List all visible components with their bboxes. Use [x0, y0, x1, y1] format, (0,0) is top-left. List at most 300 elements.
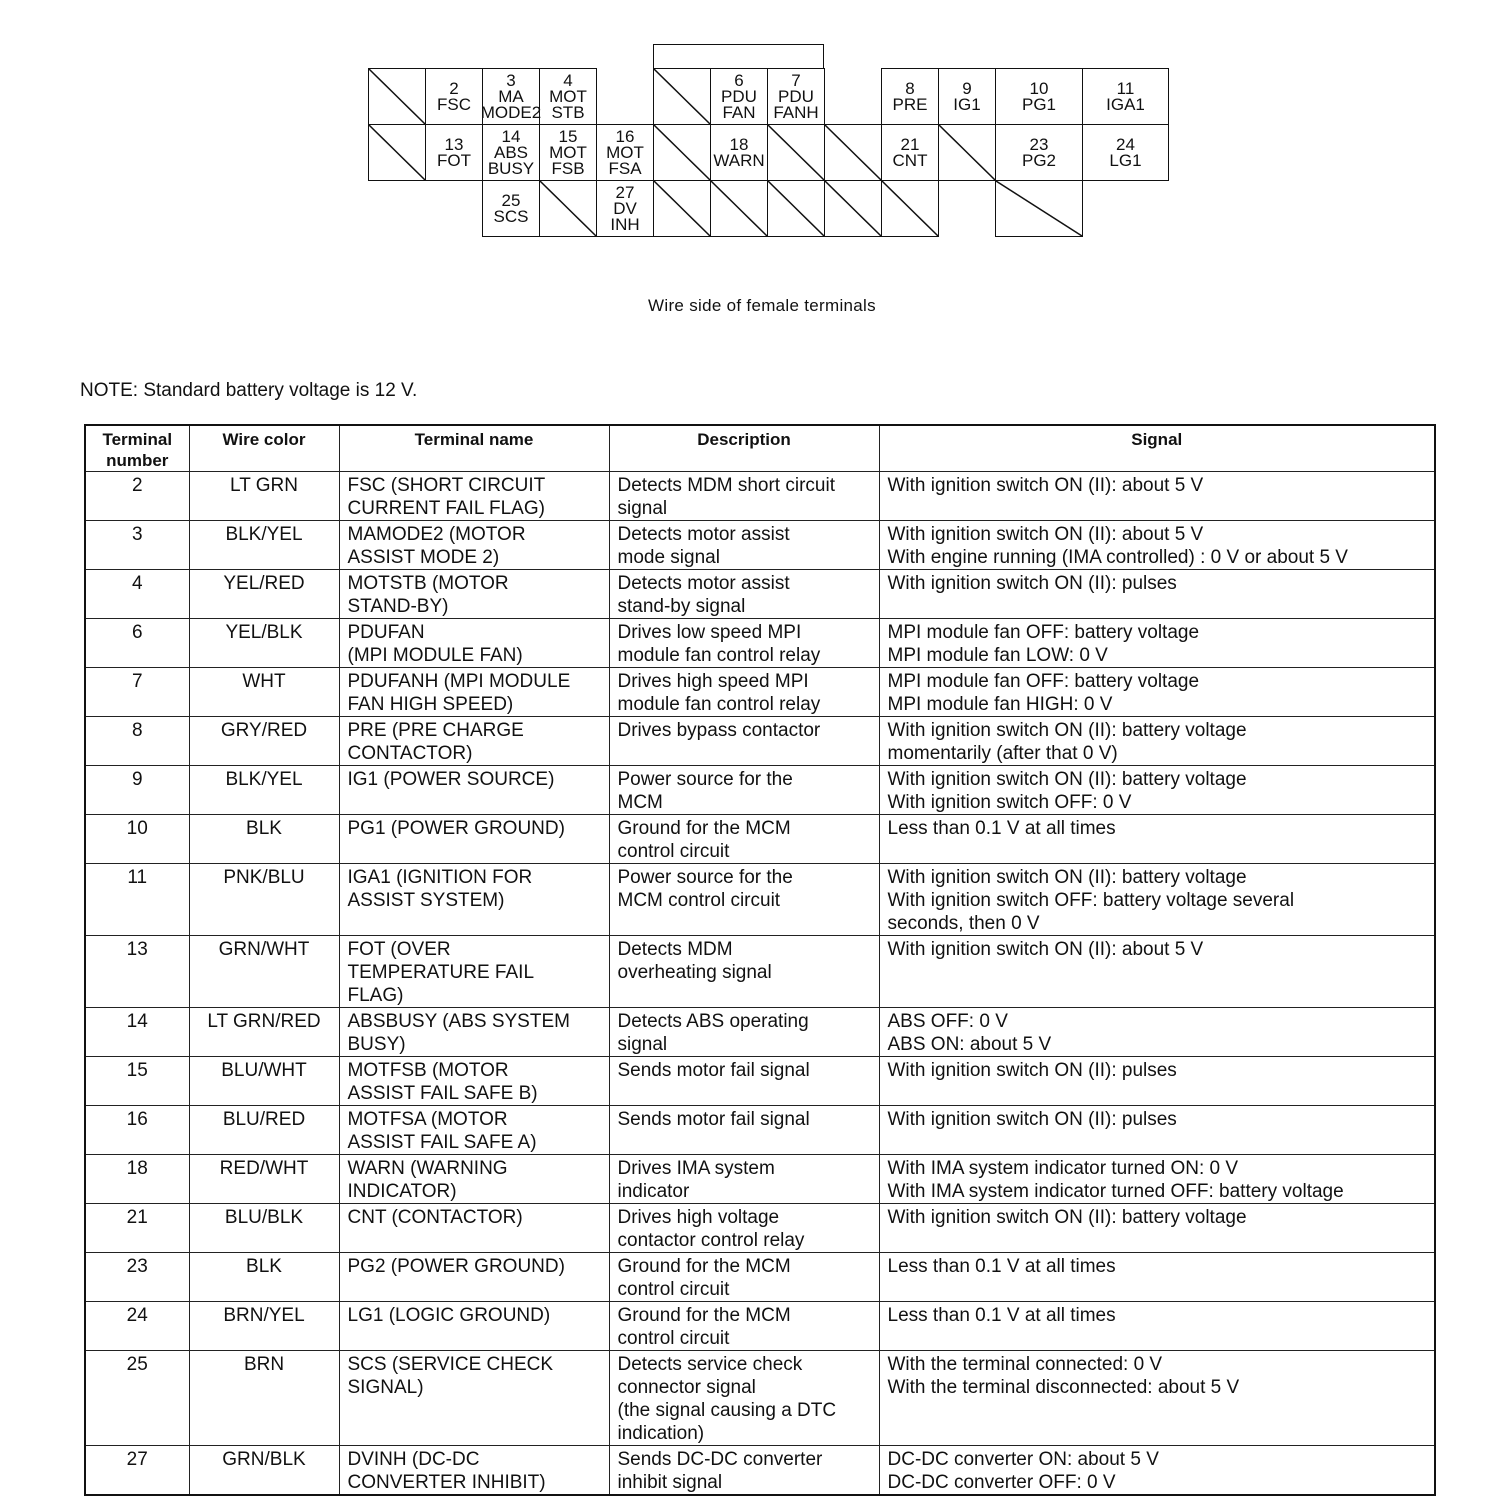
description-cell [609, 668, 879, 717]
terminal-cell-empty [368, 124, 426, 181]
signal-cell [879, 619, 1435, 668]
description-cell-line: Detects motor assist [617, 524, 790, 545]
terminal-name-cell-line: CNT (CONTACTOR) [347, 1207, 523, 1228]
terminal-cell-15 [539, 124, 597, 181]
terminal-label: PRE [892, 94, 928, 114]
signal-cell-line: MPI module fan OFF: battery voltage [887, 622, 1200, 643]
wire-color-cell: YEL/RED [189, 570, 339, 619]
wire-color-cell: BLK [189, 815, 339, 864]
terminal-name-cell-line: ABSBUSY (ABS SYSTEM [347, 1011, 570, 1032]
description-cell-line: Drives high speed MPI [617, 671, 809, 692]
terminal-cell-empty [539, 180, 597, 237]
wire-color-cell: WHT [189, 668, 339, 717]
terminal-label: WARN [713, 150, 765, 170]
terminal-cell-empty [767, 124, 825, 181]
signal-cell-line: With ignition switch ON (II): battery voltage [887, 769, 1247, 790]
terminal-name-cell-line: MOTSTB (MOTOR [347, 573, 509, 594]
terminal-number-cell: 4 [85, 570, 189, 619]
signal-cell [879, 521, 1435, 570]
description-cell [609, 1155, 879, 1204]
terminal-label: FSC [437, 94, 471, 114]
signal-cell-line: ABS ON: about 5 V [887, 1034, 1052, 1055]
terminal-cell-18 [710, 124, 768, 181]
signal-cell-line: DC-DC converter OFF: 0 V [887, 1472, 1116, 1493]
terminal-number: 16 [615, 126, 635, 146]
terminal-name-cell-line: MAMODE2 (MOTOR [347, 524, 526, 545]
table-row [85, 1253, 1435, 1302]
signal-cell-line: With ignition switch ON (II): pulses [887, 573, 1177, 594]
signal-cell-line: MPI module fan LOW: 0 V [887, 645, 1108, 666]
description-cell-line: Sends DC-DC converter [617, 1449, 823, 1470]
terminal-name-cell [339, 619, 609, 668]
description-cell-line: signal [617, 1034, 668, 1055]
terminal-cell-6 [710, 68, 768, 125]
terminal-name-cell-line: PG2 (POWER GROUND) [347, 1256, 565, 1277]
terminal-number: 24 [1116, 134, 1135, 154]
description-cell-line: control circuit [617, 1328, 730, 1349]
terminal-number-cell: 11 [85, 864, 189, 936]
signal-cell [879, 864, 1435, 936]
table-row [85, 619, 1435, 668]
table-row [85, 1302, 1435, 1351]
signal-cell [879, 815, 1435, 864]
signal-cell-line: momentarily (after that 0 V) [887, 743, 1118, 764]
description-cell-line: control circuit [617, 841, 730, 862]
description-cell-line: indicator [617, 1181, 690, 1202]
table-row [85, 815, 1435, 864]
table-row [85, 1204, 1435, 1253]
description-cell [609, 936, 879, 1008]
table-row [85, 1446, 1435, 1496]
terminal-cell-13 [425, 124, 483, 181]
description-cell-line: Sends motor fail signal [617, 1060, 810, 1081]
signal-cell-line: With ignition switch OFF: 0 V [887, 792, 1132, 813]
signal-cell-line: With ignition switch ON (II): battery voltage [887, 720, 1247, 741]
terminal-label: CNT [892, 150, 928, 170]
signal-cell [879, 1351, 1435, 1446]
terminal-number-cell: 23 [85, 1253, 189, 1302]
terminal-name-cell-line: FSC (SHORT CIRCUIT [347, 475, 546, 496]
terminal-cell-25 [482, 180, 540, 237]
connector-lock-tab [653, 44, 824, 68]
terminal-name-cell-line: IG1 (POWER SOURCE) [347, 769, 555, 790]
signal-cell [879, 766, 1435, 815]
terminal-number-cell: 24 [85, 1302, 189, 1351]
terminal-number: 11 [1116, 78, 1135, 98]
wire-color-cell: GRN/BLK [189, 1446, 339, 1496]
terminal-name-cell-line: (MPI MODULE FAN) [347, 645, 523, 666]
description-cell [609, 1057, 879, 1106]
signal-cell-line: Less than 0.1 V at all times [887, 1256, 1116, 1277]
description-cell [609, 1253, 879, 1302]
terminal-cell-14 [482, 124, 540, 181]
signal-cell [879, 472, 1435, 521]
terminal-name-cell-line: PG1 (POWER GROUND) [347, 818, 565, 839]
signal-cell-line: MPI module fan OFF: battery voltage [887, 671, 1200, 692]
terminal-number: 13 [444, 134, 464, 154]
description-cell-line: MCM control circuit [617, 890, 781, 911]
terminal-number-cell: 16 [85, 1106, 189, 1155]
signal-cell-line: With IMA system indicator turned OFF: battery voltage [887, 1181, 1344, 1202]
terminal-number-cell: 10 [85, 815, 189, 864]
signal-cell-line: With ignition switch ON (II): battery voltage [887, 1207, 1247, 1228]
terminal-number: 10 [1029, 78, 1049, 98]
description-cell-line: Ground for the MCM [617, 1256, 791, 1277]
signal-cell-line: With ignition switch ON (II): about 5 V [887, 939, 1204, 960]
description-cell-line: connector signal [617, 1377, 756, 1398]
table-row [85, 472, 1435, 521]
terminal-name-cell [339, 1253, 609, 1302]
terminal-cell-empty [767, 180, 825, 237]
terminal-name-cell-line: CONVERTER INHIBIT) [347, 1472, 546, 1493]
terminal-label: FOT [437, 150, 471, 170]
terminal-label: FSA [608, 158, 642, 178]
signal-cell-line: With ignition switch ON (II): about 5 V [887, 475, 1204, 496]
description-cell [609, 472, 879, 521]
terminal-number-cell: 6 [85, 619, 189, 668]
terminal-number: 23 [1029, 134, 1049, 154]
terminal-number: 6 [734, 70, 744, 90]
terminal-cell-7 [767, 68, 825, 125]
terminal-label: INH [610, 214, 640, 234]
terminal-cell-9 [938, 68, 996, 125]
terminal-number: 8 [905, 78, 915, 98]
description-cell-line: stand-by signal [617, 596, 746, 617]
terminal-cell-16 [596, 124, 654, 181]
terminal-table [84, 424, 1436, 1496]
terminal-name-cell-line: WARN (WARNING [347, 1158, 508, 1179]
description-cell-line: Detects ABS operating [617, 1011, 809, 1032]
description-cell [609, 619, 879, 668]
signal-cell-line: ABS OFF: 0 V [887, 1011, 1008, 1032]
terminal-name-cell-line: PDUFANH (MPI MODULE [347, 671, 571, 692]
description-cell-line: Detects service check [617, 1354, 803, 1375]
signal-cell-line: With ignition switch ON (II): pulses [887, 1060, 1177, 1081]
col-header-description: Description [609, 425, 879, 472]
terminal-name-cell-line: FLAG) [347, 985, 404, 1006]
description-cell [609, 1106, 879, 1155]
terminal-name-cell-line: FOT (OVER [347, 939, 451, 960]
description-cell [609, 570, 879, 619]
description-cell-line: Ground for the MCM [617, 818, 791, 839]
wire-color-cell: GRN/WHT [189, 936, 339, 1008]
signal-cell [879, 1204, 1435, 1253]
wire-color-cell: BLU/BLK [189, 1204, 339, 1253]
wire-color-cell: GRY/RED [189, 717, 339, 766]
description-cell-line: control circuit [617, 1279, 730, 1300]
description-cell-line: Power source for the [617, 769, 793, 790]
signal-cell-line: DC-DC converter ON: about 5 V [887, 1449, 1159, 1470]
table-row [85, 521, 1435, 570]
terminal-number-cell: 15 [85, 1057, 189, 1106]
wire-color-cell: PNK/BLU [189, 864, 339, 936]
col-header-terminal-name: Terminal name [339, 425, 609, 472]
wire-color-cell: BLU/WHT [189, 1057, 339, 1106]
wire-color-cell: BLK [189, 1253, 339, 1302]
battery-note: NOTE: Standard battery voltage is 12 V. [80, 380, 418, 401]
terminal-cell-8 [881, 68, 939, 125]
signal-cell [879, 1106, 1435, 1155]
terminal-cell-empty [653, 180, 711, 237]
terminal-label: MA [498, 86, 524, 106]
description-cell-line: Ground for the MCM [617, 1305, 791, 1326]
signal-cell [879, 1302, 1435, 1351]
terminal-cell-empty [824, 180, 882, 237]
terminal-name-cell [339, 1446, 609, 1496]
description-cell-line: mode signal [617, 547, 720, 568]
description-cell-line: signal [617, 498, 668, 519]
terminal-label: PDU [778, 86, 814, 106]
terminal-cell-empty [881, 180, 939, 237]
terminal-name-cell-line: PDUFAN [347, 622, 425, 643]
signal-cell-line: With the terminal disconnected: about 5 V [887, 1377, 1240, 1398]
terminal-cell-23 [995, 124, 1083, 181]
signal-cell-line: With ignition switch ON (II): pulses [887, 1109, 1177, 1130]
signal-cell-line: With IMA system indicator turned ON: 0 V [887, 1158, 1239, 1179]
terminal-number-cell: 3 [85, 521, 189, 570]
table-row [85, 668, 1435, 717]
terminal-number-cell: 27 [85, 1446, 189, 1496]
terminal-label: ABS [493, 142, 529, 162]
connector-diagram [368, 44, 1170, 240]
description-cell-line: Sends motor fail signal [617, 1109, 810, 1130]
terminal-number: 27 [615, 182, 635, 202]
terminal-name-cell-line: FAN HIGH SPEED) [347, 694, 514, 715]
col-header-signal: Signal [879, 425, 1435, 472]
terminal-label: BUSY [487, 158, 535, 178]
description-cell [609, 1302, 879, 1351]
signal-cell [879, 1057, 1435, 1106]
description-cell-line: (the signal causing a DTC [617, 1400, 837, 1421]
terminal-name-cell [339, 766, 609, 815]
signal-cell [879, 717, 1435, 766]
terminal-number: 15 [558, 126, 578, 146]
terminal-name-cell [339, 1057, 609, 1106]
terminal-name-cell-line: ASSIST FAIL SAFE A) [347, 1132, 537, 1153]
terminal-number-cell: 25 [85, 1351, 189, 1446]
signal-cell-line: seconds, then 0 V [887, 913, 1040, 934]
terminal-name-cell-line: ASSIST MODE 2) [347, 547, 500, 568]
terminal-name-cell-line: MOTFSA (MOTOR [347, 1109, 508, 1130]
description-cell-line: Drives bypass contactor [617, 720, 821, 741]
terminal-name-cell [339, 936, 609, 1008]
terminal-cell-empty [938, 124, 996, 181]
terminal-name-cell [339, 717, 609, 766]
description-cell-line: Drives high voltage [617, 1207, 780, 1228]
terminal-name-cell-line: SCS (SERVICE CHECK [347, 1354, 554, 1375]
terminal-number-cell: 8 [85, 717, 189, 766]
terminal-name-cell [339, 668, 609, 717]
wire-color-cell: BLK/YEL [189, 521, 339, 570]
table-row [85, 570, 1435, 619]
description-cell [609, 717, 879, 766]
terminal-name-cell [339, 815, 609, 864]
terminal-label: STB [551, 102, 585, 122]
terminal-name-cell [339, 1302, 609, 1351]
description-cell-line: indication) [617, 1423, 705, 1444]
terminal-cell-3 [482, 68, 540, 125]
terminal-cell-10 [995, 68, 1083, 125]
terminal-name-cell-line: CURRENT FAIL FLAG) [347, 498, 545, 519]
signal-cell [879, 1446, 1435, 1496]
terminal-name-cell-line: IGA1 (IGNITION FOR [347, 867, 533, 888]
terminal-label: PG1 [1021, 94, 1057, 114]
description-cell-line: Power source for the [617, 867, 793, 888]
terminal-number: 14 [501, 126, 521, 146]
terminal-cell-21 [881, 124, 939, 181]
description-cell-line: MCM [617, 792, 663, 813]
description-cell [609, 1008, 879, 1057]
signal-cell [879, 570, 1435, 619]
diagram-caption: Wire side of female terminals [648, 296, 876, 315]
terminal-name-cell-line: SIGNAL) [347, 1377, 424, 1398]
terminal-name-cell [339, 570, 609, 619]
wire-color-cell: LT GRN/RED [189, 1008, 339, 1057]
terminal-cell-4 [539, 68, 597, 125]
terminal-number: 2 [449, 78, 459, 98]
description-cell [609, 1446, 879, 1496]
description-cell [609, 864, 879, 936]
terminal-name-cell-line: INDICATOR) [347, 1181, 457, 1202]
terminal-number: 3 [506, 70, 516, 90]
terminal-cell-11 [1082, 68, 1169, 125]
terminal-number-cell: 18 [85, 1155, 189, 1204]
terminal-number-cell: 2 [85, 472, 189, 521]
table-row [85, 1155, 1435, 1204]
signal-cell [879, 1008, 1435, 1057]
terminal-name-cell-line: MOTFSB (MOTOR [347, 1060, 509, 1081]
table-row [85, 1008, 1435, 1057]
terminal-name-cell [339, 1155, 609, 1204]
terminal-cell-empty [653, 68, 711, 125]
terminal-label: DV [613, 198, 637, 218]
terminal-cell-empty [368, 68, 426, 125]
signal-cell [879, 1155, 1435, 1204]
terminal-cell-24 [1082, 124, 1169, 181]
terminal-label: MOT [549, 86, 587, 106]
terminal-name-cell-line: BUSY) [347, 1034, 406, 1055]
terminal-name-cell-line: PRE (PRE CHARGE [347, 720, 524, 741]
terminal-label: FANH [773, 102, 819, 122]
terminal-cell-empty [653, 124, 711, 181]
signal-cell-line: With engine running (IMA controlled) : 0 V or about 5 V [887, 547, 1348, 568]
signal-cell-line: With ignition switch ON (II): about 5 V [887, 524, 1204, 545]
description-cell-line: module fan control relay [617, 645, 821, 666]
signal-cell-line: With ignition switch ON (II): battery voltage [887, 867, 1247, 888]
terminal-number: 18 [729, 134, 749, 154]
signal-cell [879, 1253, 1435, 1302]
terminal-cell-27 [596, 180, 654, 237]
table-row [85, 1351, 1435, 1446]
table-row [85, 864, 1435, 936]
terminal-label: MOT [549, 142, 587, 162]
description-cell-line: Detects MDM [617, 939, 733, 960]
terminal-label: FAN [722, 102, 756, 122]
terminal-cell-empty [824, 124, 882, 181]
description-cell-line: overheating signal [617, 962, 772, 983]
table-row [85, 717, 1435, 766]
signal-cell-line: Less than 0.1 V at all times [887, 818, 1116, 839]
terminal-name-cell [339, 1351, 609, 1446]
terminal-label: PG2 [1021, 150, 1057, 170]
wire-color-cell: BRN/YEL [189, 1302, 339, 1351]
table-row [85, 766, 1435, 815]
table-header-row [85, 425, 1435, 472]
terminal-number-cell: 13 [85, 936, 189, 1008]
signal-cell-line: Less than 0.1 V at all times [887, 1305, 1116, 1326]
wire-color-cell: YEL/BLK [189, 619, 339, 668]
terminal-name-cell [339, 864, 609, 936]
table-row [85, 1057, 1435, 1106]
terminal-number: 4 [563, 70, 573, 90]
description-cell-line: Detects motor assist [617, 573, 790, 594]
description-cell-line: Drives IMA system [617, 1158, 775, 1179]
description-cell [609, 521, 879, 570]
signal-cell-line: MPI module fan HIGH: 0 V [887, 694, 1113, 715]
terminal-label: LG1 [1109, 150, 1142, 170]
terminal-number-cell: 9 [85, 766, 189, 815]
terminal-name-cell [339, 472, 609, 521]
terminal-number-cell: 14 [85, 1008, 189, 1057]
wire-color-cell: BLK/YEL [189, 766, 339, 815]
description-cell-line: contactor control relay [617, 1230, 805, 1251]
terminal-number-cell: 21 [85, 1204, 189, 1253]
table-row [85, 1106, 1435, 1155]
table-row [85, 936, 1435, 1008]
description-cell [609, 815, 879, 864]
wire-color-cell: BLU/RED [189, 1106, 339, 1155]
signal-cell [879, 668, 1435, 717]
wire-color-cell: LT GRN [189, 472, 339, 521]
terminal-name-cell [339, 521, 609, 570]
terminal-label: IGA1 [1106, 94, 1145, 114]
terminal-label: IG1 [953, 94, 981, 114]
terminal-label: SCS [493, 206, 529, 226]
terminal-number: 7 [791, 70, 801, 90]
terminal-name-cell-line: CONTACTOR) [347, 743, 473, 764]
description-cell [609, 1351, 879, 1446]
terminal-number: 21 [900, 134, 920, 154]
terminal-label: MOT [606, 142, 644, 162]
terminal-name-cell-line: DVINH (DC-DC [347, 1449, 480, 1470]
signal-cell-line: With the terminal connected: 0 V [887, 1354, 1163, 1375]
terminal-cell-empty [995, 180, 1083, 237]
signal-cell [879, 936, 1435, 1008]
wire-color-cell: BRN [189, 1351, 339, 1446]
terminal-name-cell [339, 1106, 609, 1155]
signal-cell-line: With ignition switch OFF: battery voltage several [887, 890, 1295, 911]
terminal-name-cell-line: STAND-BY) [347, 596, 449, 617]
terminal-name-cell [339, 1204, 609, 1253]
description-cell-line: inhibit signal [617, 1472, 723, 1493]
terminal-label: FSB [551, 158, 585, 178]
terminal-label: PDU [721, 86, 757, 106]
terminal-cell-2 [425, 68, 483, 125]
terminal-number: 25 [501, 190, 521, 210]
description-cell [609, 1204, 879, 1253]
col-header-wire-color: Wire color [189, 425, 339, 472]
terminal-cell-empty [710, 180, 768, 237]
terminal-label: MODE2 [480, 102, 542, 122]
description-cell-line: Detects MDM short circuit [617, 475, 835, 496]
description-cell [609, 766, 879, 815]
terminal-number: 9 [962, 78, 972, 98]
col-header-terminal-number: Terminal number [85, 425, 189, 472]
description-cell-line: module fan control relay [617, 694, 821, 715]
wire-color-cell: RED/WHT [189, 1155, 339, 1204]
terminal-name-cell [339, 1008, 609, 1057]
terminal-name-cell-line: TEMPERATURE FAIL [347, 962, 535, 983]
